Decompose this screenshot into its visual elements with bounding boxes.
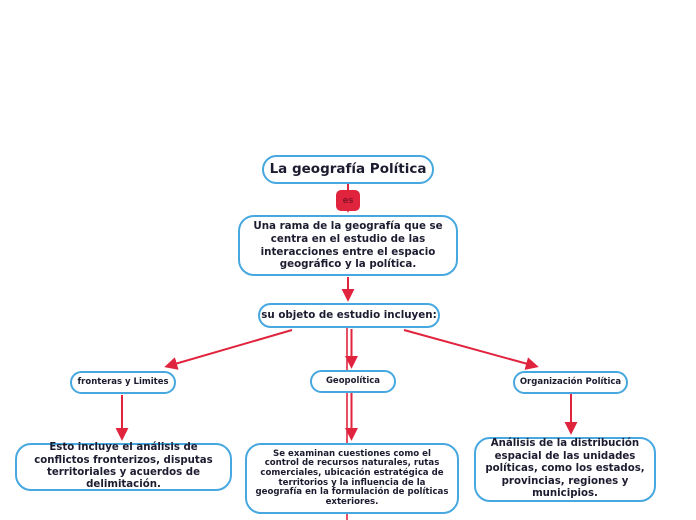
definition-text: Una rama de la geografía que se centra en el estudio de las interacciones entre el espacio geográfico y la política. xyxy=(253,220,443,271)
description-node-organizacion[interactable] xyxy=(474,437,656,502)
root-node-label: La geografía Política xyxy=(269,161,427,178)
category-header-node[interactable] xyxy=(258,303,440,328)
edge-label-es[interactable] xyxy=(336,190,360,211)
description-node-fronteras[interactable] xyxy=(15,443,232,491)
branch-node-geopolitica[interactable] xyxy=(310,370,396,393)
definition-node[interactable] xyxy=(238,215,458,276)
branch-label: Organización Política xyxy=(519,377,622,388)
root-node[interactable] xyxy=(262,155,434,184)
branch-node-organizacion[interactable] xyxy=(513,371,628,394)
description-text: Análisis de la distribución espacial de las unidades políticas, como los estados, provincias, regiones y municipios. xyxy=(485,438,645,500)
description-text: Se examinan cuestiones como el control de recursos naturales, rutas comerciales, ubicación estratégica de territorios y la influencia de la geografía en la formulación de políticas exteriores. xyxy=(255,448,449,507)
description-text: Esto incluye el análisis de conflictos fronterizos, disputas territoriales y acuerdos de delimitación. xyxy=(34,442,213,491)
branch-label: fronteras y Limites xyxy=(77,377,169,388)
branch-node-fronteras[interactable] xyxy=(70,371,176,394)
category-header-text: su objeto de estudio incluyen: xyxy=(261,309,437,322)
edge-label-text: es xyxy=(342,195,354,206)
description-node-geopolitica[interactable] xyxy=(245,443,459,514)
branch-label: Geopolítica xyxy=(325,376,381,387)
